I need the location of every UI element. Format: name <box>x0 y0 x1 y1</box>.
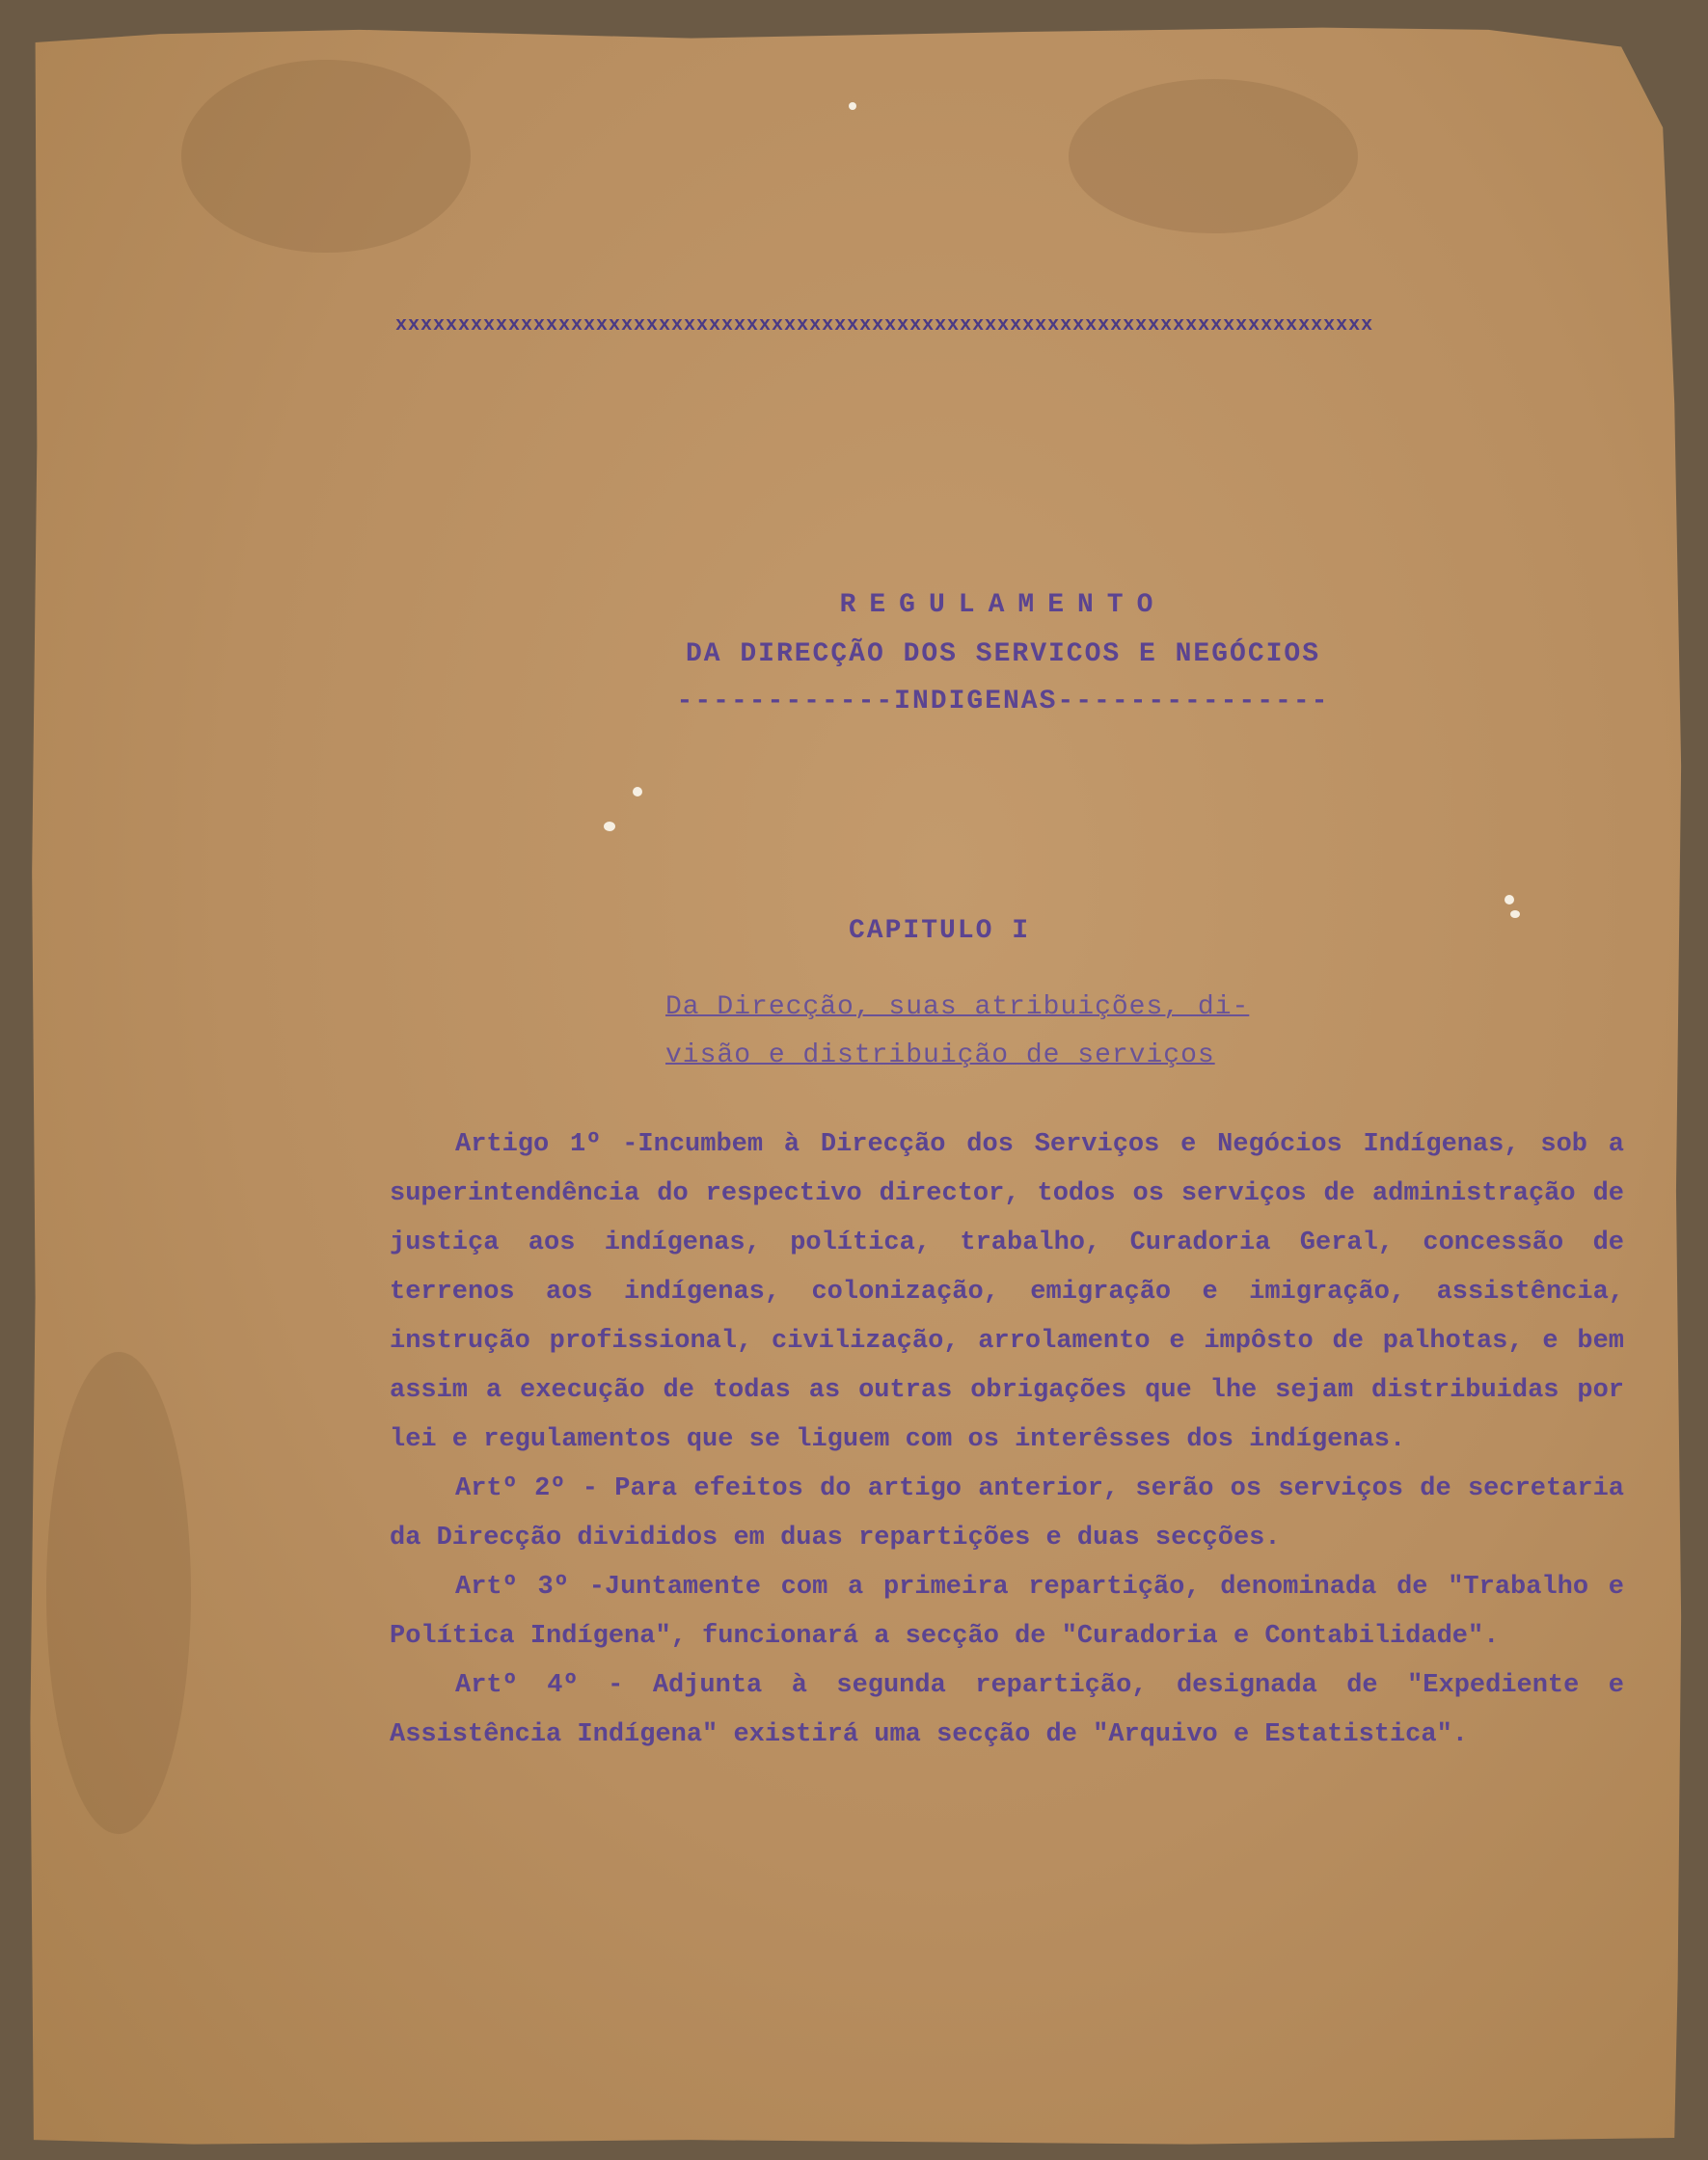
paper-hole <box>1510 910 1520 918</box>
paper-hole <box>1505 895 1514 904</box>
paper-hole <box>604 822 615 831</box>
title-line-2: DA DIRECÇÃO DOS SERVICOS E NEGÓCIOS <box>685 639 1321 669</box>
separator-line: xxxxxxxxxxxxxxxxxxxxxxxxxxxxxxxxxxxxxxxxxxxxxxxxxxxxxxxxxxxxxxxxxxxxxxxxxxxxxx <box>395 314 1374 337</box>
title-line-3: ------------INDIGENAS--------------- <box>676 687 1330 716</box>
paper-hole <box>633 787 642 796</box>
article-1: Artigo 1º -Incumbem à Direcção dos Serviços e Negócios Indígenas, sob a superintendência do respectivo director, todos os serviços de administração de justiça aos indígenas, política, trabalho, Curadoria Geral, concessão de terrenos aos indígenas, colonização, emigração e imigração, assistência, instrução profissional, civilização, arrolamento e impôsto de palhotas, e bem assim a execução de todas as outras obrigações que lhe sejam distribuidas por lei e regulamentos que se liguem com os interêsses dos indígenas. <box>390 1130 1624 1454</box>
stain <box>181 60 471 253</box>
title-line-1: REGULAMENTO <box>839 590 1167 620</box>
articles-body <box>390 1120 1624 1760</box>
article-3: Artº 3º -Juntamente com a primeira repartição, denominada de "Trabalho e Política Indígena", funcionará a secção de "Curadoria e Contabilidade". <box>390 1573 1624 1651</box>
paper-sheet <box>27 21 1688 2148</box>
paper-hole <box>849 102 856 110</box>
chapter-subtitle <box>665 984 1360 1080</box>
stain <box>46 1352 191 1834</box>
article-4: Artº 4º - Adjunta à segunda repartição, designada de "Expediente e Assistência Indígena" existirá uma secção de "Arquivo e Estatistica". <box>390 1671 1624 1749</box>
article-2: Artº 2º - Para efeitos do artigo anterior, serão os serviços de secretaria da Direcção divididos em duas repartições e duas secções. <box>390 1474 1624 1552</box>
stain <box>1069 79 1358 233</box>
subtitle-line-1: Da Direcção, suas atribuições, di- <box>665 992 1250 1022</box>
chapter-heading: CAPITULO I <box>849 916 1031 946</box>
document-title <box>617 590 1389 734</box>
subtitle-line-2: visão e distribuição de serviços <box>665 1040 1215 1070</box>
